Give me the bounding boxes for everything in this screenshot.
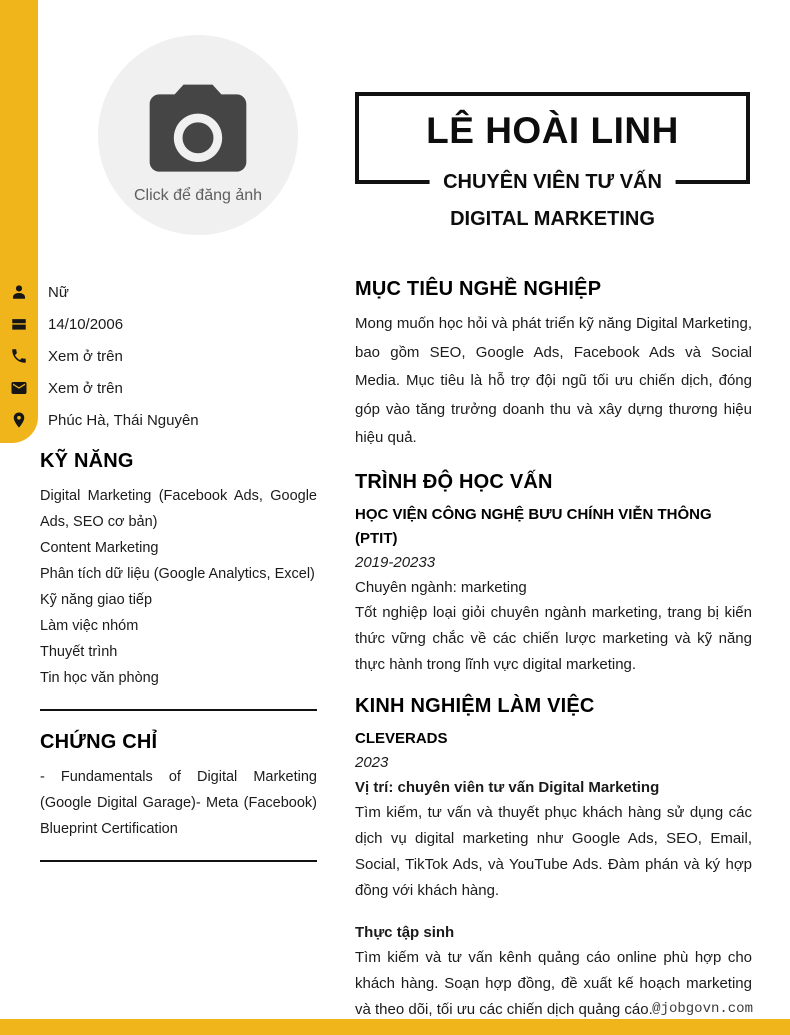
job-title-line1: CHUYÊN VIÊN TƯ VẤN [429,171,676,194]
contact-row-gender [0,276,340,308]
objective-heading: MỤC TIÊU NGHỀ NGHIỆP [355,278,602,300]
contact-value-phone: Xem ở trên [48,347,123,365]
job-title-line2: DIGITAL MARKETING [450,208,655,230]
photo-upload-area[interactable] [98,35,298,235]
experience-description-1: Tìm kiếm, tư vấn và thuyết phục khách hàng sử dụng các dịch vụ digital marketing như Google Ads, SEO, Email, Social, TikTok Ads, và YouTube Ads. Đàm phán và ký hợp đồng với khách hàng. [355,803,752,899]
skill-item: Content Marketing [40,540,159,556]
person-icon [0,283,38,301]
education-major: Chuyên ngành: marketing [355,578,527,596]
right-column [355,278,752,1023]
education-period: 2019-20233 [355,553,436,571]
certificates-text: - Fundamentals of Digital Marketing (Google Digital Garage)- Meta (Facebook) Blueprint Certification [40,769,317,837]
left-column [40,450,317,882]
skill-item: Digital Marketing (Facebook Ads, Google Ads, SEO cơ bản) [40,488,317,530]
experience-heading: KINH NGHIỆM LÀM VIỆC [355,694,595,717]
contact-row-address [0,404,340,436]
contact-row-phone [0,340,340,372]
contact-list [0,276,340,436]
contact-value-birthday: 14/10/2006 [48,315,124,333]
bottom-accent-bar [0,1019,790,1035]
objective-text: Mong muốn học hỏi và phát triển kỹ năng Digital Marketing, bao gồm SEO, Google Ads, Facebook Ads và Social Media. Mục tiêu là hỗ trợ đội ngũ tối ưu chiến dịch, đóng góp vào tăng trưởng doanh thu và xây dựng thương hiệu hiệu quả. [355,315,752,446]
skill-item: Kỹ năng giao tiếp [40,592,153,608]
education-heading: TRÌNH ĐỘ HỌC VẤN [355,470,553,493]
skills-list [40,483,317,691]
contact-row-email [0,372,340,404]
divider [40,709,317,711]
experience-company: CLEVERADS [355,729,448,747]
contact-value-address: Phúc Hà, Thái Nguyên [48,411,199,429]
location-icon [0,411,38,429]
calendar-icon [0,315,38,333]
experience-role-2: Thực tập sinh [355,923,455,941]
education-description: Tốt nghiệp loại giỏi chuyên ngành marketing, trang bị kiến thức vững chắc về các chiến lược marketing và kỹ năng thực hành trong lĩnh vực digital marketing. [355,603,752,673]
experience-period: 2023 [355,753,389,771]
phone-icon [0,347,38,365]
contact-value-email: Xem ở trên [48,379,123,397]
education-school: HỌC VIỆN CÔNG NGHỆ BƯU CHÍNH VIỄN THÔNG (PTIT) [355,505,712,547]
skill-item: Thuyết trình [40,644,118,660]
contact-value-gender: Nữ [48,283,69,301]
photo-upload-caption: Click để đăng ảnh [133,187,263,204]
email-icon [0,379,38,397]
skill-item: Làm việc nhóm [40,618,139,634]
skills-heading: KỸ NĂNG [40,450,134,472]
divider [40,860,317,862]
certificates-heading: CHỨNG CHỈ [40,731,158,753]
name-box [355,92,750,193]
candidate-name: LÊ HOÀI LINH [426,110,679,151]
skill-item: Tin học văn phòng [40,670,159,686]
experience-description-2: Tìm kiếm và tư vấn kênh quảng cáo online phù hợp cho khách hàng. Soạn hợp đồng, đề xuất kế hoạch marketing và theo dõi, tối ưu các chiến dịch quảng cáo. [355,948,752,1018]
experience-role-1: Vị trí: chuyên viên tư vấn Digital Marketing [355,778,660,796]
camera-icon [140,75,256,191]
watermark-credit: @jobgovn.com [652,1001,753,1017]
contact-row-birthday [0,308,340,340]
skill-item: Phân tích dữ liệu (Google Analytics, Excel) [40,566,315,582]
